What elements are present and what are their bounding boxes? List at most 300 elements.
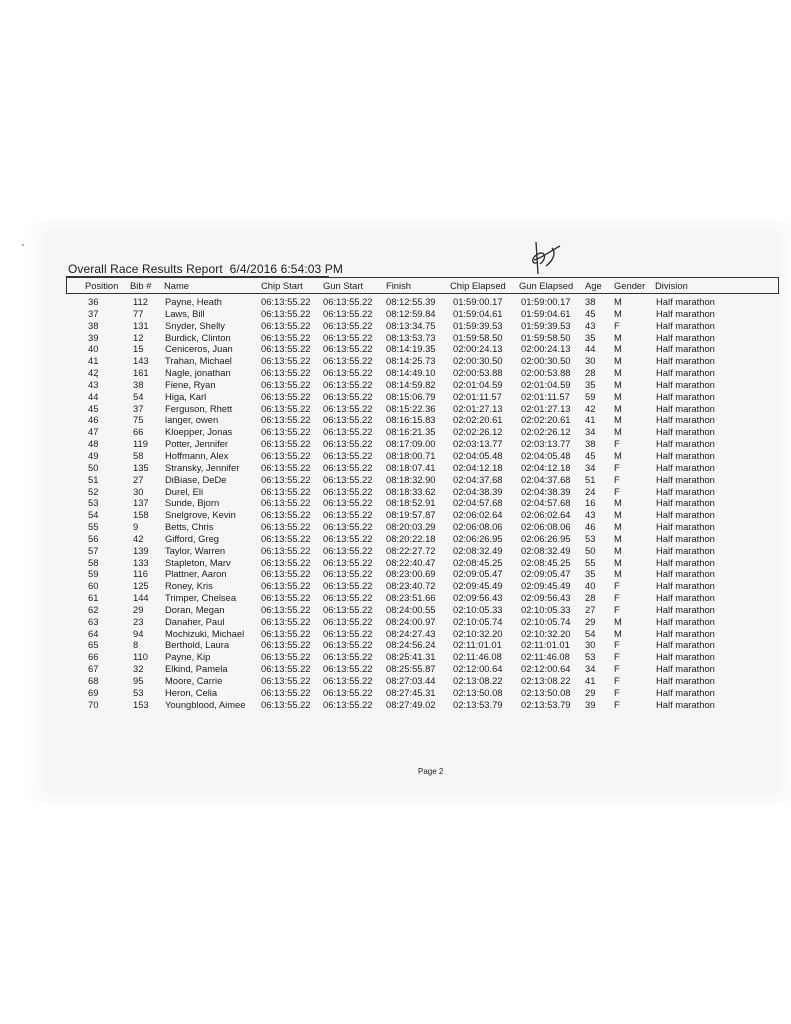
cell-gun-elapsed: 02:02:20.61 bbox=[521, 414, 571, 426]
cell-age: 16 bbox=[585, 497, 596, 509]
cell-position: 58 bbox=[88, 556, 99, 568]
cell-age: 45 bbox=[585, 307, 596, 319]
cell-chip-start: 06:13:55.22 bbox=[261, 698, 311, 710]
cell-gun-elapsed: 01:59:04.61 bbox=[521, 307, 571, 319]
cell-gender: M bbox=[614, 532, 622, 544]
cell-name: Gifford, Greg bbox=[165, 532, 220, 544]
cell-gun-start: 06:13:55.22 bbox=[323, 473, 373, 485]
cell-division: Half marathon bbox=[656, 473, 715, 485]
table-row bbox=[0, 616, 791, 628]
cell-finish: 08:12:55.39 bbox=[386, 296, 436, 307]
cell-gun-elapsed: 02:04:12.18 bbox=[521, 461, 571, 473]
cell-gender: F bbox=[614, 592, 620, 604]
cell-age: 35 bbox=[585, 378, 596, 390]
cell-gender: F bbox=[614, 438, 620, 450]
cell-position: 41 bbox=[88, 355, 99, 367]
cell-gun-elapsed: 02:13:53.79 bbox=[521, 698, 571, 710]
cell-position: 50 bbox=[88, 461, 99, 473]
cell-gun-start: 06:13:55.22 bbox=[323, 390, 373, 402]
cell-chip-start: 06:13:55.22 bbox=[261, 473, 311, 485]
cell-gender: F bbox=[614, 603, 620, 615]
cell-chip-start: 06:13:55.22 bbox=[261, 485, 311, 497]
table-row bbox=[0, 403, 791, 415]
cell-division: Half marathon bbox=[656, 449, 715, 461]
cell-chip-elapsed: 02:01:04.59 bbox=[453, 378, 503, 390]
cell-chip-elapsed: 02:04:12.18 bbox=[453, 461, 503, 473]
table-row bbox=[0, 486, 791, 498]
cell-age: 38 bbox=[585, 438, 596, 450]
cell-age: 41 bbox=[585, 414, 596, 426]
cell-gun-start: 06:13:55.22 bbox=[323, 307, 373, 319]
cell-gun-elapsed: 01:59:00.17 bbox=[521, 296, 571, 307]
cell-bib: 153 bbox=[133, 698, 149, 710]
cell-age: 46 bbox=[585, 521, 596, 533]
cell-gun-start: 06:13:55.22 bbox=[323, 319, 373, 331]
cell-finish: 08:24:27.43 bbox=[386, 627, 436, 639]
cell-gun-elapsed: 02:09:05.47 bbox=[521, 568, 571, 580]
cell-name: Danaher, Paul bbox=[165, 615, 225, 627]
cell-age: 24 bbox=[585, 485, 596, 497]
cell-name: Hoffmann, Alex bbox=[165, 449, 229, 461]
cell-gun-elapsed: 02:13:50.08 bbox=[521, 686, 571, 698]
cell-chip-start: 06:13:55.22 bbox=[261, 461, 311, 473]
cell-division: Half marathon bbox=[656, 698, 715, 710]
cell-finish: 08:25:41.31 bbox=[386, 651, 436, 663]
cell-position: 62 bbox=[88, 603, 99, 615]
cell-chip-elapsed: 02:11:46.08 bbox=[453, 651, 502, 663]
cell-chip-elapsed: 02:01:27.13 bbox=[453, 402, 503, 414]
cell-name: Higa, Karl bbox=[165, 390, 207, 402]
cell-bib: 94 bbox=[133, 627, 144, 639]
table-row bbox=[0, 474, 791, 486]
col-header-gender: Gender bbox=[614, 280, 646, 291]
cell-gun-start: 06:13:55.22 bbox=[323, 651, 373, 663]
cell-gun-elapsed: 02:08:32.49 bbox=[521, 544, 571, 556]
cell-chip-start: 06:13:55.22 bbox=[261, 319, 311, 331]
col-header-age: Age bbox=[585, 280, 602, 291]
cell-position: 68 bbox=[88, 675, 99, 686]
cell-chip-elapsed: 02:06:26.95 bbox=[453, 532, 503, 544]
cell-finish: 08:13:53.73 bbox=[386, 331, 436, 343]
cell-chip-elapsed: 02:08:45.25 bbox=[453, 556, 503, 568]
cell-gun-start: 06:13:55.22 bbox=[323, 698, 373, 710]
cell-gun-start: 06:13:55.22 bbox=[323, 402, 373, 414]
cell-age: 51 bbox=[585, 473, 596, 485]
cell-bib: 95 bbox=[133, 675, 144, 686]
cell-age: 42 bbox=[585, 402, 596, 414]
cell-position: 56 bbox=[88, 532, 99, 544]
cell-age: 34 bbox=[585, 461, 596, 473]
cell-division: Half marathon bbox=[656, 497, 715, 509]
table-row bbox=[0, 651, 791, 663]
cell-gender: F bbox=[614, 319, 620, 331]
cell-chip-start: 06:13:55.22 bbox=[261, 651, 311, 663]
cell-division: Half marathon bbox=[656, 402, 715, 414]
cell-gun-start: 06:13:55.22 bbox=[323, 592, 373, 604]
cell-gender: F bbox=[614, 686, 620, 698]
cell-finish: 08:20:22.18 bbox=[386, 532, 436, 544]
cell-division: Half marathon bbox=[656, 675, 715, 686]
cell-division: Half marathon bbox=[656, 521, 715, 533]
cell-bib: 119 bbox=[133, 438, 148, 450]
cell-chip-elapsed: 02:08:32.49 bbox=[453, 544, 503, 556]
cell-age: 59 bbox=[585, 390, 596, 402]
cell-gender: M bbox=[614, 521, 622, 533]
cell-bib: 27 bbox=[133, 473, 144, 485]
cell-chip-start: 06:13:55.22 bbox=[261, 675, 311, 686]
cell-gender: M bbox=[614, 556, 622, 568]
cell-chip-start: 06:13:55.22 bbox=[261, 568, 311, 580]
cell-chip-start: 06:13:55.22 bbox=[261, 639, 311, 651]
cell-position: 48 bbox=[88, 438, 99, 450]
cell-gun-elapsed: 02:06:08.06 bbox=[521, 521, 571, 533]
cell-gender: M bbox=[614, 615, 622, 627]
cell-finish: 08:14:49.10 bbox=[386, 367, 436, 379]
cell-chip-start: 06:13:55.22 bbox=[261, 414, 311, 426]
cell-gun-elapsed: 02:13:08.22 bbox=[521, 675, 571, 686]
cell-position: 67 bbox=[88, 663, 99, 675]
cell-gender: F bbox=[614, 461, 620, 473]
col-header-finish: Finish bbox=[386, 280, 412, 291]
cell-name: langer, owen bbox=[165, 414, 219, 426]
cell-gender: M bbox=[614, 390, 622, 402]
cell-gun-elapsed: 02:12:00.64 bbox=[521, 663, 571, 675]
cell-position: 37 bbox=[88, 307, 99, 319]
cell-name: Potter, Jennifer bbox=[165, 438, 229, 450]
cell-name: Ferguson, Rhett bbox=[165, 402, 233, 414]
cell-name: Plattner, Aaron bbox=[165, 568, 227, 580]
cell-finish: 08:25:55.87 bbox=[386, 663, 436, 675]
table-row bbox=[0, 533, 791, 545]
cell-name: Sunde, Bjorn bbox=[165, 497, 220, 509]
table-row bbox=[0, 568, 791, 580]
cell-gun-start: 06:13:55.22 bbox=[323, 414, 373, 426]
cell-gun-start: 06:13:55.22 bbox=[323, 663, 373, 675]
cell-position: 63 bbox=[88, 615, 99, 627]
table-row bbox=[0, 450, 791, 462]
cell-gun-elapsed: 02:10:05.74 bbox=[521, 615, 571, 627]
cell-position: 59 bbox=[88, 568, 99, 580]
cell-name: Taylor, Warren bbox=[165, 544, 226, 556]
cell-name: Snelgrove, Kevin bbox=[165, 509, 236, 521]
cell-name: Trahan, Michael bbox=[165, 355, 232, 367]
cell-bib: 32 bbox=[133, 663, 144, 675]
cell-position: 60 bbox=[88, 580, 99, 592]
cell-gun-start: 06:13:55.22 bbox=[323, 378, 373, 390]
cell-gun-elapsed: 02:00:30.50 bbox=[521, 355, 571, 367]
cell-bib: 23 bbox=[133, 615, 144, 627]
report-title bbox=[68, 262, 343, 276]
cell-gender: M bbox=[614, 307, 622, 319]
cell-division: Half marathon bbox=[656, 603, 715, 615]
cell-name: Stransky, Jennifer bbox=[165, 461, 240, 473]
cell-age: 41 bbox=[585, 675, 596, 686]
cell-division: Half marathon bbox=[656, 307, 715, 319]
cell-division: Half marathon bbox=[656, 556, 715, 568]
cell-division: Half marathon bbox=[656, 426, 715, 438]
cell-bib: 137 bbox=[133, 497, 149, 509]
cell-gender: F bbox=[614, 698, 620, 710]
cell-chip-start: 06:13:55.22 bbox=[261, 544, 311, 556]
cell-gun-start: 06:13:55.22 bbox=[323, 686, 373, 698]
cell-division: Half marathon bbox=[656, 343, 715, 355]
cell-bib: 15 bbox=[133, 343, 144, 355]
cell-name: Stapleton, Marv bbox=[165, 556, 231, 568]
cell-chip-elapsed: 01:59:04.61 bbox=[453, 307, 503, 319]
cell-chip-elapsed: 02:11:01.01 bbox=[453, 639, 502, 651]
cell-finish: 08:18:07.41 bbox=[386, 461, 436, 473]
col-header-gun-start: Gun Start bbox=[323, 280, 364, 291]
cell-age: 50 bbox=[585, 544, 596, 556]
cell-name: Payne, Kip bbox=[165, 651, 211, 663]
cell-division: Half marathon bbox=[656, 319, 715, 331]
cell-gun-start: 06:13:55.22 bbox=[323, 580, 373, 592]
cell-chip-elapsed: 02:12:00.64 bbox=[453, 663, 503, 675]
cell-gender: F bbox=[614, 651, 620, 663]
cell-name: Nagle, jonathan bbox=[165, 367, 231, 379]
cell-chip-start: 06:13:55.22 bbox=[261, 556, 311, 568]
cell-chip-start: 06:13:55.22 bbox=[261, 426, 311, 438]
cell-position: 45 bbox=[88, 402, 99, 414]
cell-gun-elapsed: 02:00:53.88 bbox=[521, 367, 571, 379]
cell-gender: M bbox=[614, 544, 622, 556]
cell-finish: 08:16:15.83 bbox=[386, 414, 436, 426]
cell-division: Half marathon bbox=[656, 367, 715, 379]
cell-chip-start: 06:13:55.22 bbox=[261, 627, 311, 639]
cell-gender: M bbox=[614, 627, 622, 639]
cell-chip-start: 06:13:55.22 bbox=[261, 509, 311, 521]
cell-position: 66 bbox=[88, 651, 99, 663]
table-row bbox=[0, 639, 791, 651]
cell-bib: 37 bbox=[133, 402, 144, 414]
cell-bib: 135 bbox=[133, 461, 149, 473]
cell-bib: 131 bbox=[133, 319, 149, 331]
cell-finish: 08:14:25.73 bbox=[386, 355, 436, 367]
cell-finish: 08:18:52.91 bbox=[386, 497, 436, 509]
cell-position: 69 bbox=[88, 686, 99, 698]
cell-chip-start: 06:13:55.22 bbox=[261, 378, 311, 390]
cell-age: 34 bbox=[585, 426, 596, 438]
cell-chip-start: 06:13:55.22 bbox=[261, 331, 311, 343]
cell-chip-elapsed: 02:13:53.79 bbox=[453, 698, 503, 710]
cell-finish: 08:22:27.72 bbox=[386, 544, 436, 556]
cell-position: 42 bbox=[88, 367, 99, 379]
cell-gender: M bbox=[614, 426, 622, 438]
cell-bib: 144 bbox=[133, 592, 149, 604]
cell-division: Half marathon bbox=[656, 438, 715, 450]
cell-age: 35 bbox=[585, 331, 596, 343]
cell-gun-start: 06:13:55.22 bbox=[323, 627, 373, 639]
cell-finish: 08:14:19.35 bbox=[386, 343, 436, 355]
table-row bbox=[0, 557, 791, 569]
cell-gun-start: 06:13:55.22 bbox=[323, 532, 373, 544]
cell-chip-elapsed: 02:04:57.68 bbox=[453, 497, 503, 509]
cell-gun-start: 06:13:55.22 bbox=[323, 521, 373, 533]
cell-gun-start: 06:13:55.22 bbox=[323, 544, 373, 556]
cell-age: 28 bbox=[585, 367, 596, 379]
cell-finish: 08:18:32.90 bbox=[386, 473, 436, 485]
cell-bib: 139 bbox=[133, 544, 149, 556]
col-header-position: Position bbox=[85, 280, 119, 291]
cell-position: 36 bbox=[88, 296, 99, 307]
cell-finish: 08:24:56.24 bbox=[386, 639, 436, 651]
cell-chip-elapsed: 02:02:20.61 bbox=[453, 414, 503, 426]
cell-position: 49 bbox=[88, 449, 99, 461]
cell-gun-elapsed: 02:06:02.64 bbox=[521, 509, 571, 521]
table-row bbox=[0, 332, 791, 344]
cell-position: 64 bbox=[88, 627, 99, 639]
report-datetime: 6/4/2016 6:54:03 PM bbox=[229, 262, 343, 276]
cell-gender: M bbox=[614, 378, 622, 390]
cell-age: 43 bbox=[585, 509, 596, 521]
cell-chip-start: 06:13:55.22 bbox=[261, 532, 311, 544]
cell-age: 28 bbox=[585, 592, 596, 604]
cell-gun-elapsed: 02:01:27.13 bbox=[521, 402, 571, 414]
cell-division: Half marathon bbox=[656, 485, 715, 497]
cell-chip-start: 06:13:55.22 bbox=[261, 497, 311, 509]
table-row bbox=[0, 462, 791, 474]
cell-bib: 38 bbox=[133, 378, 144, 390]
table-row bbox=[0, 545, 791, 557]
cell-bib: 30 bbox=[133, 485, 144, 497]
cell-gender: M bbox=[614, 497, 622, 509]
cell-bib: 75 bbox=[133, 414, 144, 426]
cell-name: Payne, Heath bbox=[165, 296, 222, 307]
col-header-division: Division bbox=[655, 280, 688, 291]
cell-chip-elapsed: 02:10:05.33 bbox=[453, 603, 503, 615]
cell-chip-elapsed: 02:04:05.48 bbox=[453, 449, 503, 461]
cell-age: 45 bbox=[585, 449, 596, 461]
cell-bib: 42 bbox=[133, 532, 144, 544]
cell-position: 38 bbox=[88, 319, 99, 331]
cell-age: 54 bbox=[585, 627, 596, 639]
cell-division: Half marathon bbox=[656, 331, 715, 343]
cell-chip-elapsed: 02:09:45.49 bbox=[453, 580, 503, 592]
cell-gun-start: 06:13:55.22 bbox=[323, 355, 373, 367]
cell-chip-start: 06:13:55.22 bbox=[261, 307, 311, 319]
cell-position: 43 bbox=[88, 378, 99, 390]
cell-gun-elapsed: 01:59:58.50 bbox=[521, 331, 571, 343]
cell-position: 54 bbox=[88, 509, 99, 521]
cell-position: 40 bbox=[88, 343, 99, 355]
table-row bbox=[0, 367, 791, 379]
table-row bbox=[0, 379, 791, 391]
cell-bib: 125 bbox=[133, 580, 149, 592]
cell-division: Half marathon bbox=[656, 390, 715, 402]
cell-gender: F bbox=[614, 485, 620, 497]
cell-name: Laws, Bill bbox=[165, 307, 205, 319]
table-row bbox=[0, 509, 791, 521]
cell-name: Fiene, Ryan bbox=[165, 378, 216, 390]
cell-chip-start: 06:13:55.22 bbox=[261, 686, 311, 698]
cell-finish: 08:19:57.87 bbox=[386, 509, 436, 521]
cell-chip-elapsed: 02:01:11.57 bbox=[453, 390, 502, 402]
cell-gun-start: 06:13:55.22 bbox=[323, 675, 373, 686]
cell-gun-elapsed: 02:11:01.01 bbox=[521, 639, 570, 651]
cell-gun-elapsed: 02:09:56.43 bbox=[521, 592, 571, 604]
cell-gender: M bbox=[614, 343, 622, 355]
table-row bbox=[0, 687, 791, 699]
cell-chip-elapsed: 02:00:24.13 bbox=[453, 343, 503, 355]
col-header-name: Name bbox=[164, 280, 190, 291]
cell-finish: 08:23:51.66 bbox=[386, 592, 436, 604]
cell-chip-start: 06:13:55.22 bbox=[261, 438, 311, 450]
cell-gun-start: 06:13:55.22 bbox=[323, 497, 373, 509]
cell-age: 27 bbox=[585, 603, 596, 615]
table-row bbox=[0, 675, 791, 687]
cell-finish: 08:17:09.00 bbox=[386, 438, 436, 450]
cell-bib: 12 bbox=[133, 331, 144, 343]
cell-bib: 133 bbox=[133, 556, 149, 568]
cell-position: 57 bbox=[88, 544, 99, 556]
cell-gender: F bbox=[614, 473, 620, 485]
cell-gun-start: 06:13:55.22 bbox=[323, 603, 373, 615]
cell-gender: M bbox=[614, 509, 622, 521]
cell-bib: 143 bbox=[133, 355, 149, 367]
cell-division: Half marathon bbox=[656, 639, 715, 651]
cell-division: Half marathon bbox=[656, 627, 715, 639]
cell-division: Half marathon bbox=[656, 651, 715, 663]
table-row bbox=[0, 296, 791, 308]
cell-age: 34 bbox=[585, 663, 596, 675]
table-row bbox=[0, 663, 791, 675]
cell-age: 44 bbox=[585, 343, 596, 355]
cell-chip-start: 06:13:55.22 bbox=[261, 521, 311, 533]
cell-gender: F bbox=[614, 675, 620, 686]
cell-chip-start: 06:13:55.22 bbox=[261, 449, 311, 461]
cell-finish: 08:27:49.02 bbox=[386, 698, 436, 710]
cell-gun-start: 06:13:55.22 bbox=[323, 438, 373, 450]
cell-gender: M bbox=[614, 568, 622, 580]
cell-gun-start: 06:13:55.22 bbox=[323, 556, 373, 568]
cell-gun-start: 06:13:55.22 bbox=[323, 615, 373, 627]
cell-chip-start: 06:13:55.22 bbox=[261, 343, 311, 355]
cell-division: Half marathon bbox=[656, 461, 715, 473]
cell-finish: 08:14:59.82 bbox=[386, 378, 436, 390]
cell-chip-elapsed: 01:59:39.53 bbox=[453, 319, 503, 331]
cell-gun-elapsed: 02:04:37.68 bbox=[521, 473, 571, 485]
cell-gun-elapsed: 02:00:24.13 bbox=[521, 343, 571, 355]
cell-gun-elapsed: 02:08:45.25 bbox=[521, 556, 571, 568]
cell-chip-elapsed: 02:10:05.74 bbox=[453, 615, 503, 627]
cell-chip-start: 06:13:55.22 bbox=[261, 296, 311, 307]
cell-gender: M bbox=[614, 355, 622, 367]
table-row bbox=[0, 521, 791, 533]
col-header-chip-start: Chip Start bbox=[261, 280, 303, 291]
cell-gender: M bbox=[614, 296, 622, 307]
cell-division: Half marathon bbox=[656, 296, 715, 307]
cell-gender: M bbox=[614, 414, 622, 426]
cell-position: 46 bbox=[88, 414, 99, 426]
cell-position: 55 bbox=[88, 521, 99, 533]
cell-chip-start: 06:13:55.22 bbox=[261, 663, 311, 675]
cell-finish: 08:24:00.55 bbox=[386, 603, 436, 615]
cell-chip-elapsed: 02:00:30.50 bbox=[453, 355, 503, 367]
cell-bib: 112 bbox=[133, 296, 148, 307]
cell-gun-start: 06:13:55.22 bbox=[323, 449, 373, 461]
cell-age: 55 bbox=[585, 556, 596, 568]
cell-gun-start: 06:13:55.22 bbox=[323, 461, 373, 473]
table-row bbox=[0, 592, 791, 604]
cell-gun-elapsed: 02:04:57.68 bbox=[521, 497, 571, 509]
cell-name: Kloepper, Jonas bbox=[165, 426, 233, 438]
column-header-row bbox=[66, 277, 779, 294]
cell-division: Half marathon bbox=[656, 509, 715, 521]
cell-name: Mochizuki, Michael bbox=[165, 627, 245, 639]
col-header-gun-elapsed: Gun Elapsed bbox=[519, 280, 574, 291]
cell-finish: 08:22:40.47 bbox=[386, 556, 436, 568]
cell-finish: 08:15:22.36 bbox=[386, 402, 436, 414]
